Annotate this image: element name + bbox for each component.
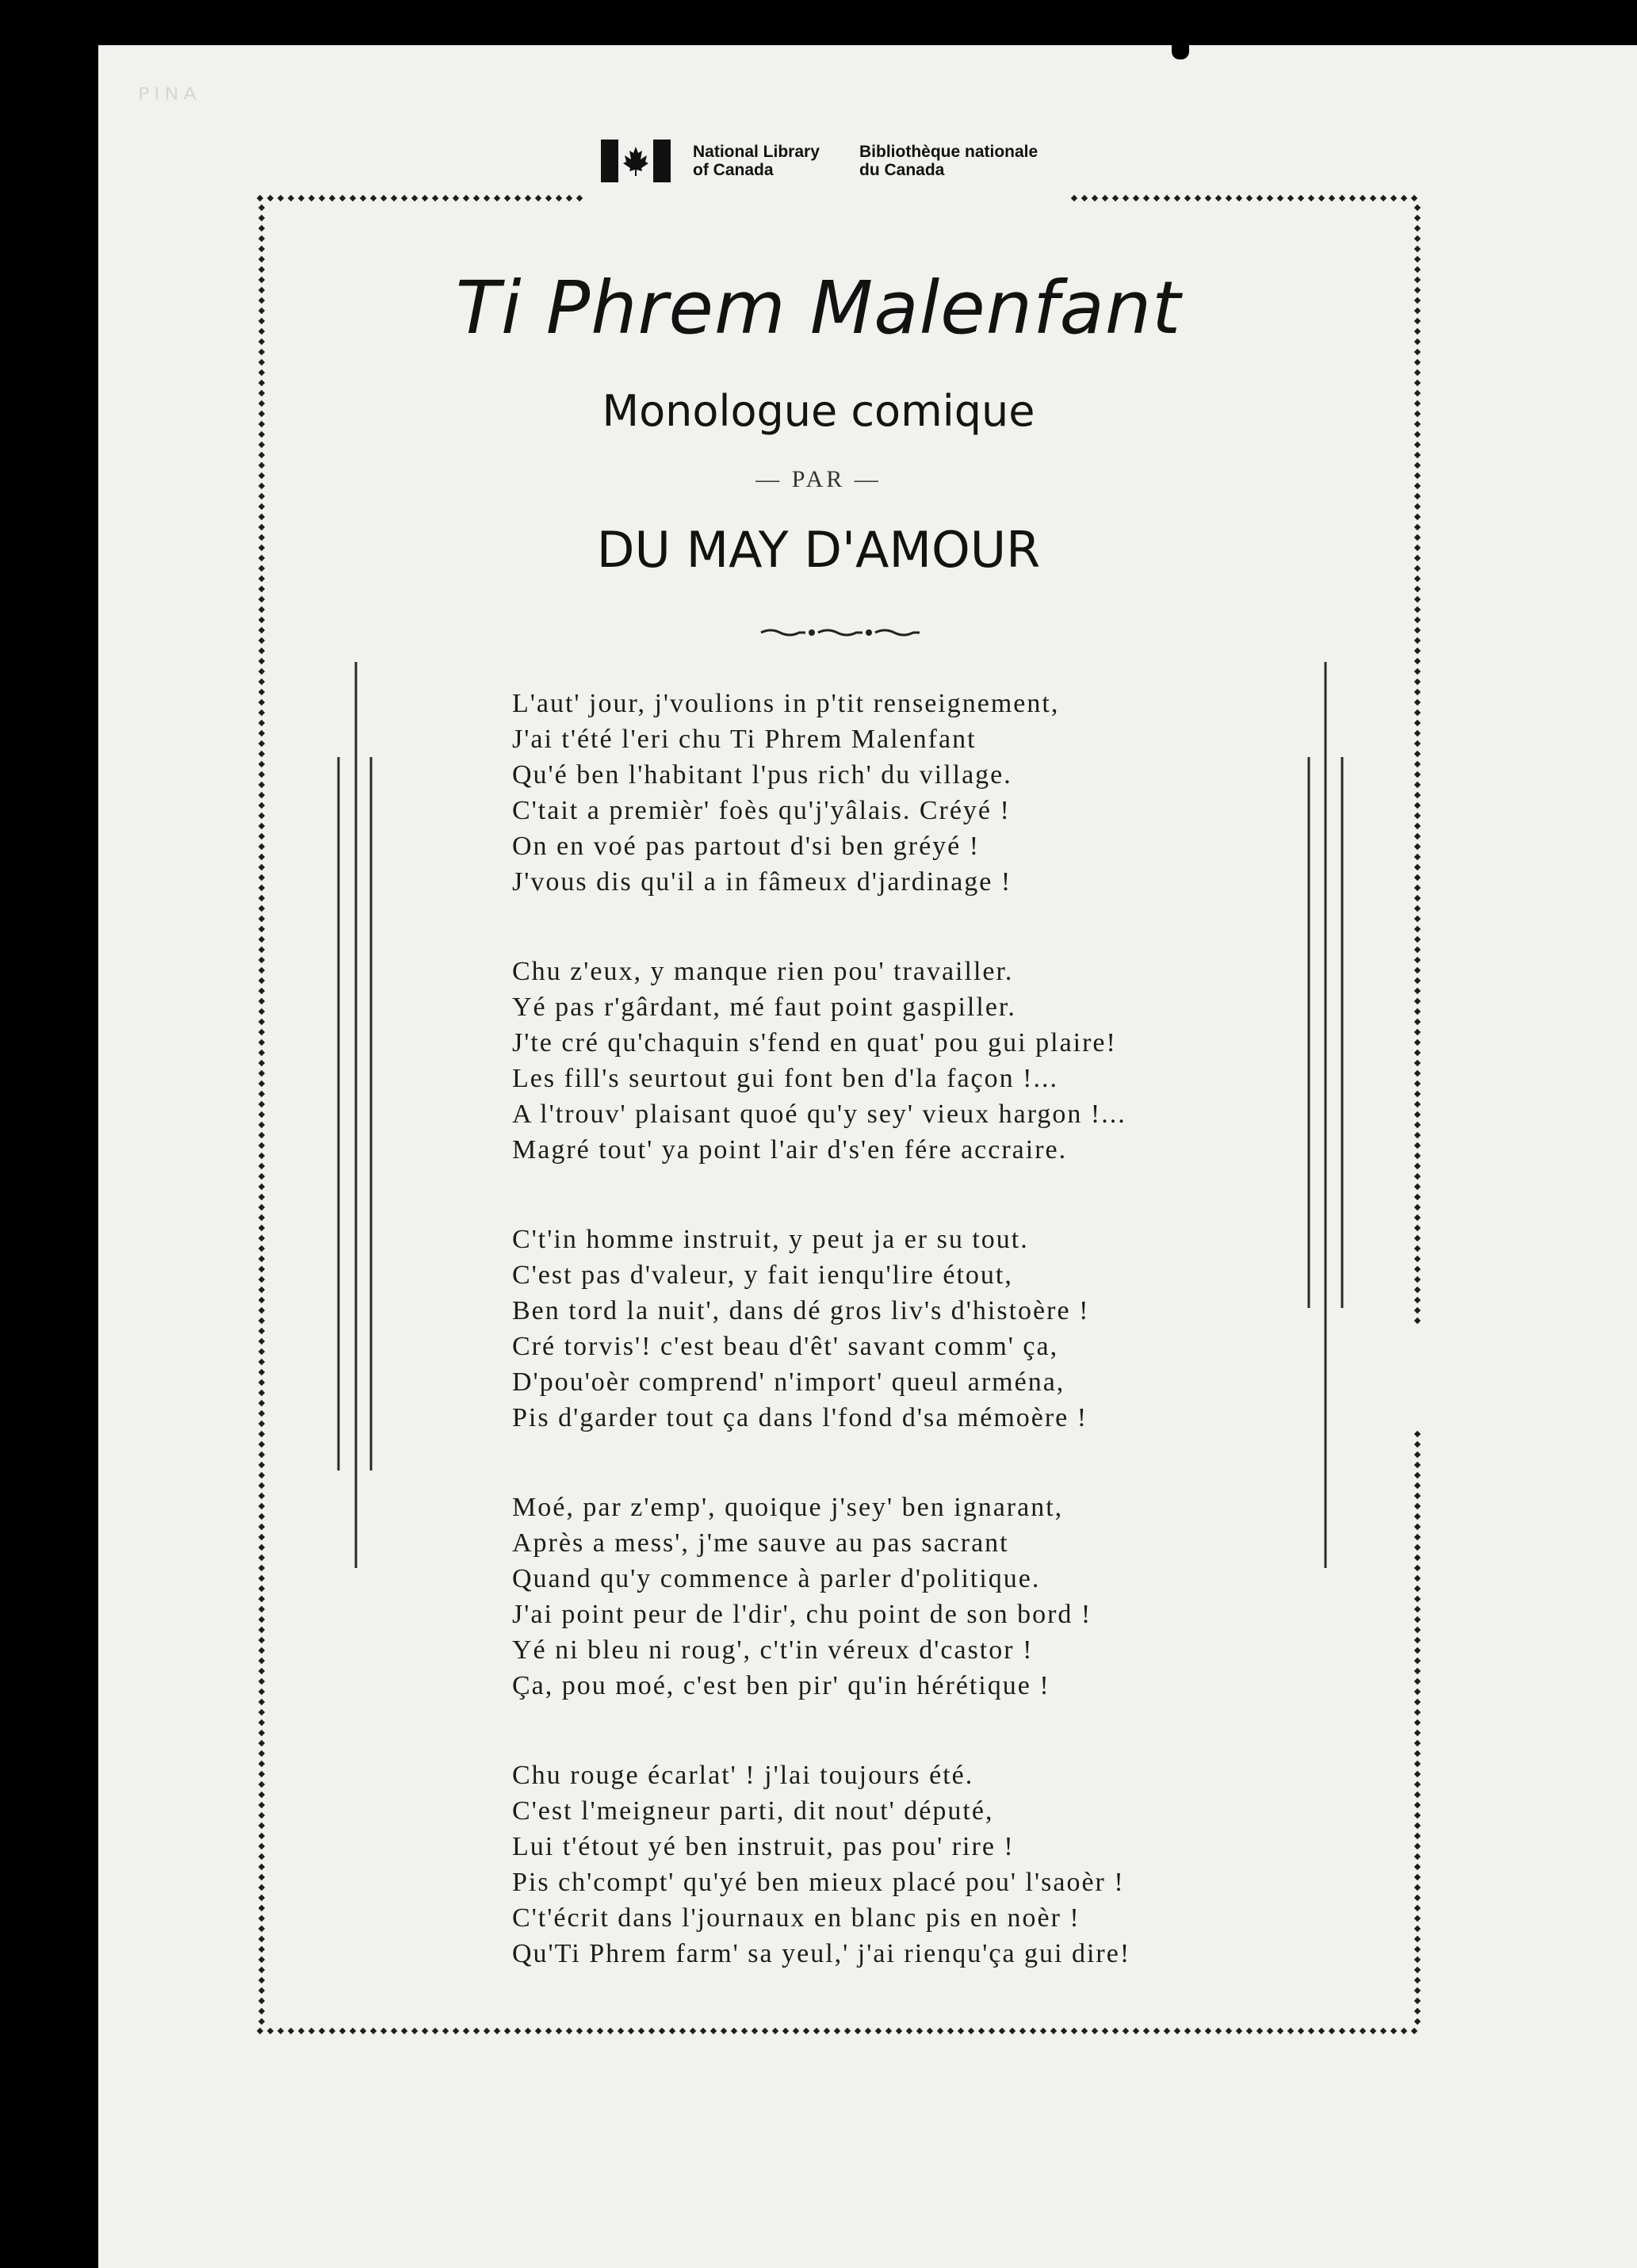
poem-line: L'aut' jour, j'voulions in p'tit renseignement, bbox=[512, 689, 1060, 718]
poem-line: J'te cré qu'chaquin s'fend en quat' pou gui plaire! bbox=[512, 1028, 1117, 1058]
poem-line: A l'trouv' plaisant quoé qu'y sey' vieux hargon !... bbox=[512, 1100, 1126, 1129]
poem-line: Pis ch'compt' qu'yé ben mieux placé pou' l'saoèr ! bbox=[512, 1868, 1125, 1897]
poem-line: Qu'é ben l'habitant l'pus rich' du village. bbox=[512, 760, 1012, 790]
poem-line: Magré tout' ya point l'air d's'en fére accraire. bbox=[512, 1135, 1068, 1165]
poem-line: Après a mess', j'me sauve au pas sacrant bbox=[512, 1528, 1009, 1558]
poem-line: Qu'Ti Phrem farm' sa yeul,' j'ai rienqu'ça gui dire! bbox=[512, 1939, 1131, 1968]
poem-line: Chu z'eux, y manque rien pou' travailler. bbox=[512, 957, 1014, 986]
stanza bbox=[512, 686, 1241, 900]
poem-line: Quand qu'y commence à parler d'politique. bbox=[512, 1564, 1041, 1593]
poem-line: Pis d'garder tout ça dans l'fond d'sa mémoère ! bbox=[512, 1403, 1088, 1432]
stanza bbox=[512, 1757, 1241, 1972]
poem-line: C't'in homme instruit, y peut ja er su tout. bbox=[512, 1225, 1029, 1254]
page-title: Ti Phrem Malenfant bbox=[455, 266, 1182, 350]
poem-line: C'est pas d'valeur, y fait ienqu'lire étout, bbox=[512, 1260, 1013, 1290]
poem-line: C'tait a premièr' foès qu'j'yâlais. Créyé ! bbox=[512, 796, 1011, 825]
poem-line: Chu rouge écarlat' ! j'lai toujours été. bbox=[512, 1761, 974, 1790]
poem-line: Moé, par z'emp', quoique j'sey' ben ignarant, bbox=[512, 1493, 1064, 1522]
poem-line: Les fill's seurtout gui font ben d'la façon !... bbox=[512, 1064, 1058, 1093]
library-name-english: National Library of Canada bbox=[693, 143, 820, 179]
poem-line: J'ai point peur de l'dir', chu point de son bord ! bbox=[512, 1600, 1092, 1629]
stanza bbox=[512, 1490, 1241, 1704]
poem-body bbox=[512, 686, 1241, 2025]
poem-line: D'pou'oèr comprend' n'import' queul arména, bbox=[512, 1367, 1065, 1397]
page-subtitle: Monologue comique bbox=[602, 386, 1035, 436]
stanza bbox=[512, 1222, 1241, 1436]
author-name: DU MAY D'AMOUR bbox=[596, 521, 1041, 579]
poem-line: J'ai t'été l'eri chu Ti Phrem Malenfant bbox=[512, 725, 977, 754]
library-name-french: Bibliothèque nationale du Canada bbox=[859, 143, 1038, 179]
poem-line: Yé ni bleu ni roug', c't'in véreux d'castor ! bbox=[512, 1635, 1034, 1665]
poem-line: C'est l'meigneur parti, dit nout' député, bbox=[512, 1796, 994, 1826]
faint-stamp-mark: ᴾᴵᴺᴬ bbox=[138, 82, 201, 117]
poem-line: Cré torvis'! c'est beau d'êt' savant comm' ça, bbox=[512, 1332, 1059, 1361]
poem-line: C't'écrit dans l'journaux en blanc pis en noèr ! bbox=[512, 1903, 1080, 1933]
poem-line: Yé pas r'gârdant, mé faut point gaspiller. bbox=[512, 992, 1016, 1022]
poem-line: Ben tord la nuit', dans dé gros liv's d'histoère ! bbox=[512, 1296, 1090, 1325]
poem-line: Lui t'étout yé ben instruit, pas pou' rire ! bbox=[512, 1832, 1015, 1861]
poem-line: Ça, pou moé, c'est ben pir' qu'in hérétique ! bbox=[512, 1671, 1050, 1700]
byline-par: — PAR — bbox=[755, 466, 882, 492]
poem-line: On en voé pas partout d'si ben gréyé ! bbox=[512, 832, 981, 861]
stanza bbox=[512, 954, 1241, 1168]
poem-line: J'vous dis qu'il a in fâmeux d'jardinage ! bbox=[512, 867, 1012, 897]
